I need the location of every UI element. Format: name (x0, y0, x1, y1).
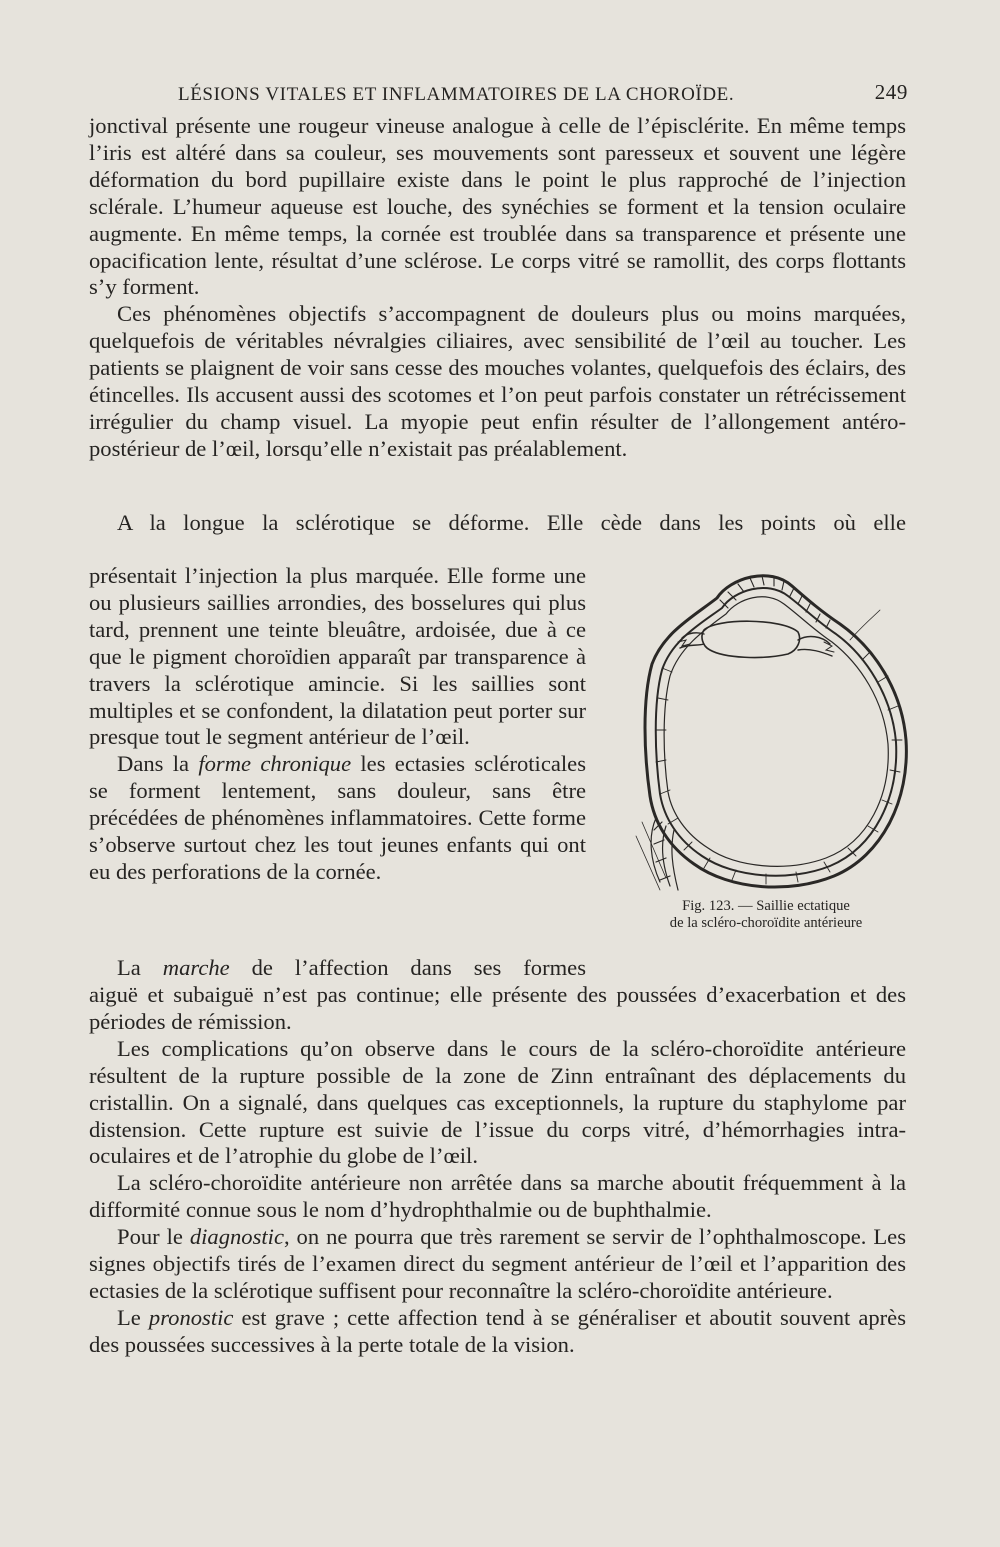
page-number: 249 (874, 80, 908, 104)
paragraph-text: est grave ; cette affection tend à se généraliser et aboutit souvent après des poussées successives à la perte totale de la vision. (89, 1304, 906, 1357)
paragraph (89, 1224, 906, 1305)
paragraph-text: les ectasies scléroticales se forment lentement, sans douleur, sans être précédées de phénomènes inflammatoires. Cette forme s’observe surtout chez les tout jeunes enfants qui ont eu des perforations de la cornée. (89, 751, 586, 884)
eye-illustration (612, 560, 912, 900)
caption-line: de la scléro-choroïdite antérieure (669, 915, 863, 931)
paragraph: aiguë et subaiguë n’est pas continue; elle présente des poussées d’exacerbation et des périodes de rémission. (89, 982, 906, 1034)
paragraph-text: La (117, 955, 163, 980)
paragraph (89, 751, 586, 886)
paragraph-text: Dans la (117, 751, 199, 777)
text-block-bottom (89, 982, 906, 1359)
paragraph-text: de l’affection dans ses formes (229, 955, 586, 980)
running-title: LÉSIONS VITALES ET INFLAMMATOIRES DE LA CHOROÏDE. (178, 84, 735, 105)
emphasis-text: marche (162, 955, 230, 980)
running-header (178, 80, 908, 112)
paragraph: jonctival présente une rougeur vineuse analogue à celle de l’épisclérite. En même temps l’iris est altéré dans sa couleur, ses mouvements sont paresseux et souvent une légère déformation du bord pupillaire existe dans le point le plus rapproché de l’injection sclérale. L’humeur aqueuse est louche, des synéchies se forment et la tension oculaire augmente. En même temps, la cornée est troublée dans sa transparence et présente une opacification lente, résultat d’une sclérose. Le corps vitré se ramollit, des corps flottants s’y forment. (89, 113, 906, 300)
text-column-left-2 (89, 955, 586, 982)
text-column-left (89, 563, 586, 886)
emphasis-text: forme chronique (198, 751, 352, 777)
paragraph: La scléro-choroïdite antérieure non arrêtée dans sa marche aboutit fréquemment à la difformité connue sous le nom d’hydrophthalmie ou de buphthalmie. (89, 1170, 906, 1223)
emphasis-text: pronostic (148, 1304, 234, 1330)
paragraph-text: Pour le (117, 1224, 190, 1250)
eye-cross-section-figure (612, 560, 912, 900)
paragraph: présentait l’injection la plus marquée. Elle forme une ou plusieurs saillies arrondies, des bosselures qui plus tard, prennent une teinte bleuâtre, ardoisée, due à ce que le pigment choroïdien apparaît par transparence à travers la sclérotique amincie. Si les saillies sont multiples et se confondent, la dilatation peut porter sur presque tout le segment antérieur de l’œil. (89, 563, 586, 750)
paragraph (89, 1305, 906, 1359)
paragraph: Ces phénomènes objectifs s’accompagnent de douleurs plus ou moins marquées, quelquefois de véritables névralgies ciliaires, avec sensibilité de l’œil au toucher. Les patients se plaignent de voir sans cesse des mouches volantes, quelquefois des éclairs, des étincelles. Ils accusent aussi des scotomes et l’on peut parfois constater un rétrécissement irrégulier du champ visuel. La myopie peut enfin résulter de l’allongement antéro-postérieur de l’œil, lorsqu’elle n’existait pas préalablement. (89, 301, 906, 461)
caption-line: Fig. 123. — Saillie ectatique (682, 898, 850, 914)
text-block-top (89, 113, 906, 463)
paragraph-text: Le (117, 1304, 149, 1330)
paragraph (89, 955, 586, 982)
text-block-line (89, 510, 906, 537)
emphasis-text: diagnostic (189, 1224, 284, 1250)
paragraph: Les complications qu’on observe dans le cours de la scléro-choroïdite antérieure résultent de la rupture possible de la zone de Zinn entraînant des déplacements du cristallin. On a signalé, dans quelques cas exceptionnels, la rupture du staphylome par distension. Cette rupture est suivie de l’issue du corps vitré, d’hémorrhagies intra-oculaires et de l’atrophie du globe de l’œil. (89, 1035, 906, 1169)
paragraph-text: , on ne pourra que très rarement se servir de l’ophthalmoscope. Les signes objectifs tirés de l’examen direct du segment antérieur de l’œil et l’apparition des ectasies de la sclérotique suffisent pour reconnaître la scléro-choroïdite antérieure. (89, 1224, 906, 1303)
figure-caption (620, 898, 912, 932)
paragraph: A la longue la sclérotique se déforme. Elle cède dans les points où elle (117, 510, 906, 535)
